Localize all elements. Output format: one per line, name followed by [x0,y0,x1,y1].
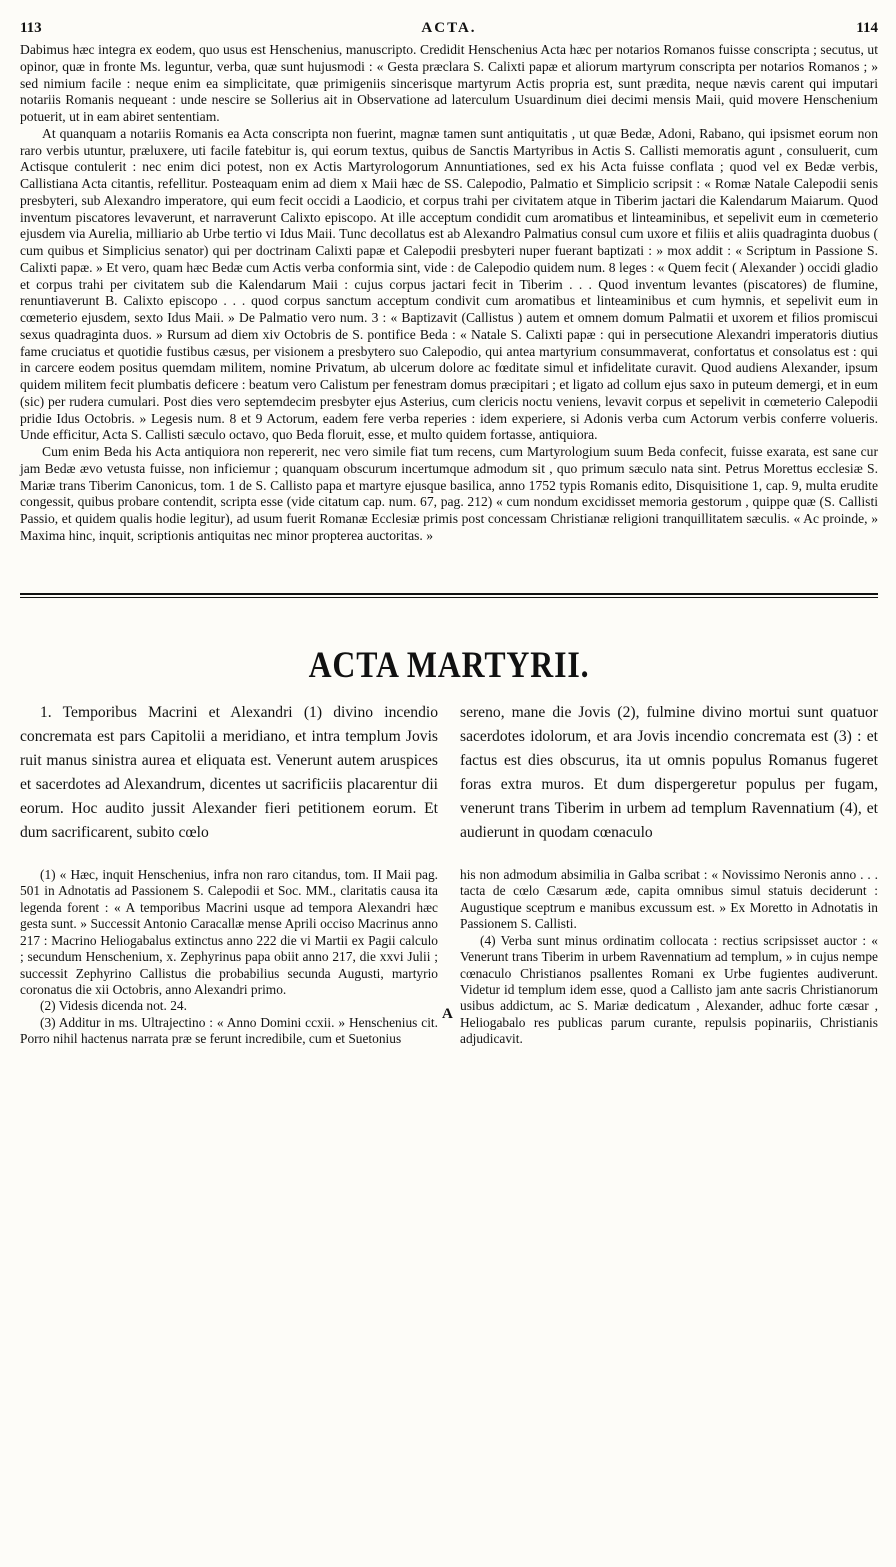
footnote-3-continued: his non admodum absimilia in Galba scribat : « Novissimo Neronis anno . . . tacta de cœlo Cæsarum æde, capita omnibus simul statuis deciderunt : Augustique sceptrum e manibus excussum est. » Ex Moretto in Adnotatis in Passionem S. Callisti. [460,867,878,932]
running-head [20,0,878,38]
footnote-4: (4) Verba sunt minus ordinatim collocata : rectius scripsisset auctor : « Venerunt trans Tiberim in urbem Ravennatium ad templum, » in cujus nempe cœnaculo Christianos psallentes Romani ex Urbe fugientes audiverunt. Videtur id templum idem esse, quod a Callisto jam ante sacris Christianorum usibus addictum, ac S. Mariæ dedicatum , Alexander, adhuc forte cæsar , Heliogabalo res publicas parum curante, repulsis popinariis, Christianis adjudicavit. [460,932,878,1047]
body-right-column [460,701,878,846]
footnotes-right-column [460,867,878,1047]
body-left-column [20,701,438,846]
body-columns [20,701,878,846]
page-number-right: 114 [856,20,878,36]
footnote-2: (2) Videsis dicenda not. 24. [40,998,187,1014]
intro-paragraph-1: Dabimus hæc integra ex eodem, quo usus est Henschenius, manuscripto. Credidit Henschenius Acta hæc per notarios Romanos fuisse conscripta ; secutus, ut opinor, quæ in fronte Ms. leguntur, verba, quæ sunt hujusmodi : « Gesta præclara S. Calixti papæ et aliorum martyrum conscripta per notarios Romanos ; » sed nimium facile : neque enim ea simplicitate, quæ primigeniis sincerisque martyrum Actis propria est, sunt prædita, neque nævis carent qui imputari notariis Romanis nequeant : unde nescire se Sollerius ait in Observatione ad laterculum Usuardinum diei decimi mensis Maii, quid movere Henschenium potuerit, ut in eam abiret sententiam. [20,42,878,124]
introduction [20,42,878,545]
column-marker: A [442,1006,453,1022]
footnote-1: (1) « Hæc, inquit Henschenius, infra non raro citandus, tom. II Maii pag. 501 in Adnotatis ad Passionem S. Calepodii et Soc. MM., claritatis causa ita legenda forent : « A temporibus Macrini usque ad tempora Alexandri hæc gesta sunt. » Successit Antonio Caracallæ mense Aprili occiso Macrinus anno 217 : Macrino Heliogabalus extinctus anno 222 die vi Martii ex Pagii calculo ; secundum Henschenium, x. Zephyrinus papa obiit anno 217, die xxvi Julii ; successit Zephyrino Callistus die probabilius secunda Augusti, martyrio coronatus die xii Octobris, anno Alexandri primo. [20,867,438,997]
page-number-left: 113 [20,20,42,36]
body-right-text: sereno, mane die Jovis (2), fulmine divino mortui sunt quatuor sacerdotes idolorum, et ara Jovis incendio concremata est (3) : et factus est dies obscurus, ita ut omnis populus Romanus fugeret foras extra muros. Et dum dispergeretur populus per fugam, venerunt trans Tiberim in urbem ad templum Ravennatium (4), et audierunt in quodam cœnaculo [460,703,878,841]
footnotes-left-column [20,867,438,1047]
section-title: ACTA MARTYRII. [308,644,590,686]
intro-paragraph-3: Cum enim Beda his Acta antiquiora non repererit, nec vero simile fiat tum recens, cum Martyrologium suum Beda confecit, fuisse exarata, est sane cur jam Bedæ ævo vetusta fuisse, non inficiemur ; quanquam obscurum incertumque admodum sit , quo primum sæculo nata sint. Petrus Morettus ecclesiæ S. Mariæ trans Tiberim Canonicus, tom. 1 de S. Callisto papa et martyre ejusque basilica, anno 1752 typis Romanis edito, Disquisitione 1, cap. 9, multa erudite congessit, quibus probare contendit, scripta esse (vide citatum cap. num. 67, pag. 212) « cum nondum excidisset memoria gestorum , quippe quæ (S. Callisti Passio, et quidem qualis hodie legitur), ad usum fuerit Romanæ Ecclesiæ primis post concessam Christianæ religioni tranquillitatem sæculis. « Ac proinde, » Maxima hinc, inquit, scriptionis antiquitas nec minor propterea auctoritas. » [20,444,878,543]
running-title: ACTA. [421,20,477,36]
section-divider-thick [20,593,878,595]
footnote-3: (3) Additur in ms. Ultrajectino : « Anno Domini ccxii. » Henschenius cit. Porro nihil hactenus narrata præ se ferunt incredibile, cum et Suetonius [20,1014,438,1047]
body-left-text: 1. Temporibus Macrini et Alexandri (1) divino incendio concremata est pars Capitolii a meridiano, et intra templum Jovis ruit manus sinistra aurea et eliquata est. Venerunt autem aruspices et sacerdotes ad Alexandrum, dicentes ut sacrificiis placarentur dii eorum. Hoc audito jussit Alexander fieri petitionem eorum. Et dum sacrificarent, subito cœlo [20,703,438,841]
section-divider-thin [20,597,878,598]
intro-paragraph-2: At quanquam a notariis Romanis ea Acta conscripta non fuerint, magnæ tamen sunt antiquitatis , ut quæ Bedæ, Adoni, Rabano, qui ipsismet eorum non raro verbis utuntur, præluxere, uti facile fatebitur is, qui eorum textus, quibus de Sanctis Martyribus in Actis S. Callisti memoratis agunt , consuluerit, cum Actisque contulerit : nec enim dici potest, non ex Actis Martyrologorum Annuntiationes, sed ex his Acta fuisse conflata ; quod vel ex Bedæ verbis, Callistiana Acta citantis, refellitur. Posteaquam enim ad diem x Maii hæc de SS. Calepodio, Palmatio et Simplicio scripsit : « Romæ Natale Calepodii senis presbyteri, sub Alexandro imperatore, qui eum fecit occidi a Laodicio, et corpus trahi per civitatem atque in Tiberim jactari die Kalendarum Maiarum. Quod inventum piscatores levaverunt, et narraverunt Calixto episcopo. At ille acceptum condidit cum aromatibus et linteaminibus, et sepelivit eum in cœmeterio ejusdem via Aurelia, milliario ab Urbe tertio vi Idus Maii. Tunc decollatus est ab Alexandro Palmatius consul cum uxore et filiis et aliis quadraginta duobus ( cum quibus et Simplicius senator) qui per doctrinam Calixti papæ et Calepodii presbyteri nuper fuerant baptizati : » mox addit : « Scriptum in Passione S. Calixti papæ. » Et vero, quam hæc Bedæ cum Actis verba conformia sint, vide : de Calepodio quidem num. 8 leges : « Quem fecit ( Alexander ) occidi gladio et corpus trahi per civitatem sub die Kalendarum Maii : cujus corpus jactari fecit in Tiberim . . . Quod inventum levantes (piscatores) de flumine, renuntiaverunt B. Calixto episcopo . . . quod corpus sanctum acceptum condivit cum aromatibus et linteaminibus et cum hymnis, et sepelivit eum in cœmeterio ejusdem, sexto Idus Maii. » De Palmatio vero num. 3 : « Baptizavit (Callistus ) autem et omnem domum Palmatii et uxorem et filios promiscui sexus quadraginta duos. » Rursum ad diem xiv Octobris de S. pontifice Beda : « Natale S. Calixti papæ : qui in persecutione Alexandri imperatoris diutius fame cruciatus et quotidie fustibus cæsus, per visionem a presbytero suo Calepodio, qui antea martyrium consummaverat, confortatus et consolatus est : qui in carcere eodem positus quemdam militem, nomine Privatum, ab ulcerum dolore ac fœditate simul et infidelitate curavit. Quod audiens Alexander, ipsum quidem militem fecit plumbatis deficere : beatum vero Calistum per fenestram domus præcipitari ; et ligato ad collum ejus saxo in puteum demergi, et in eum (sic) per rudera cumulari. Post dies vero septemdecim presbyter ejus Asterius, cum clericis noctu veniens, levavit corpus et sepelivit in cœmeterio Calepodii pridie Idus Octobris. » Legesis num. 8 et 9 Actorum, eadem fere verba reperies : idem experiere, si Adonis verba cum Actorum verbis conferre volueris. Unde efficitur, Acta S. Callisti sæculo octavo, quo Beda floruit, esse, et multo quidem fortasse, antiquiora. [20,125,878,443]
